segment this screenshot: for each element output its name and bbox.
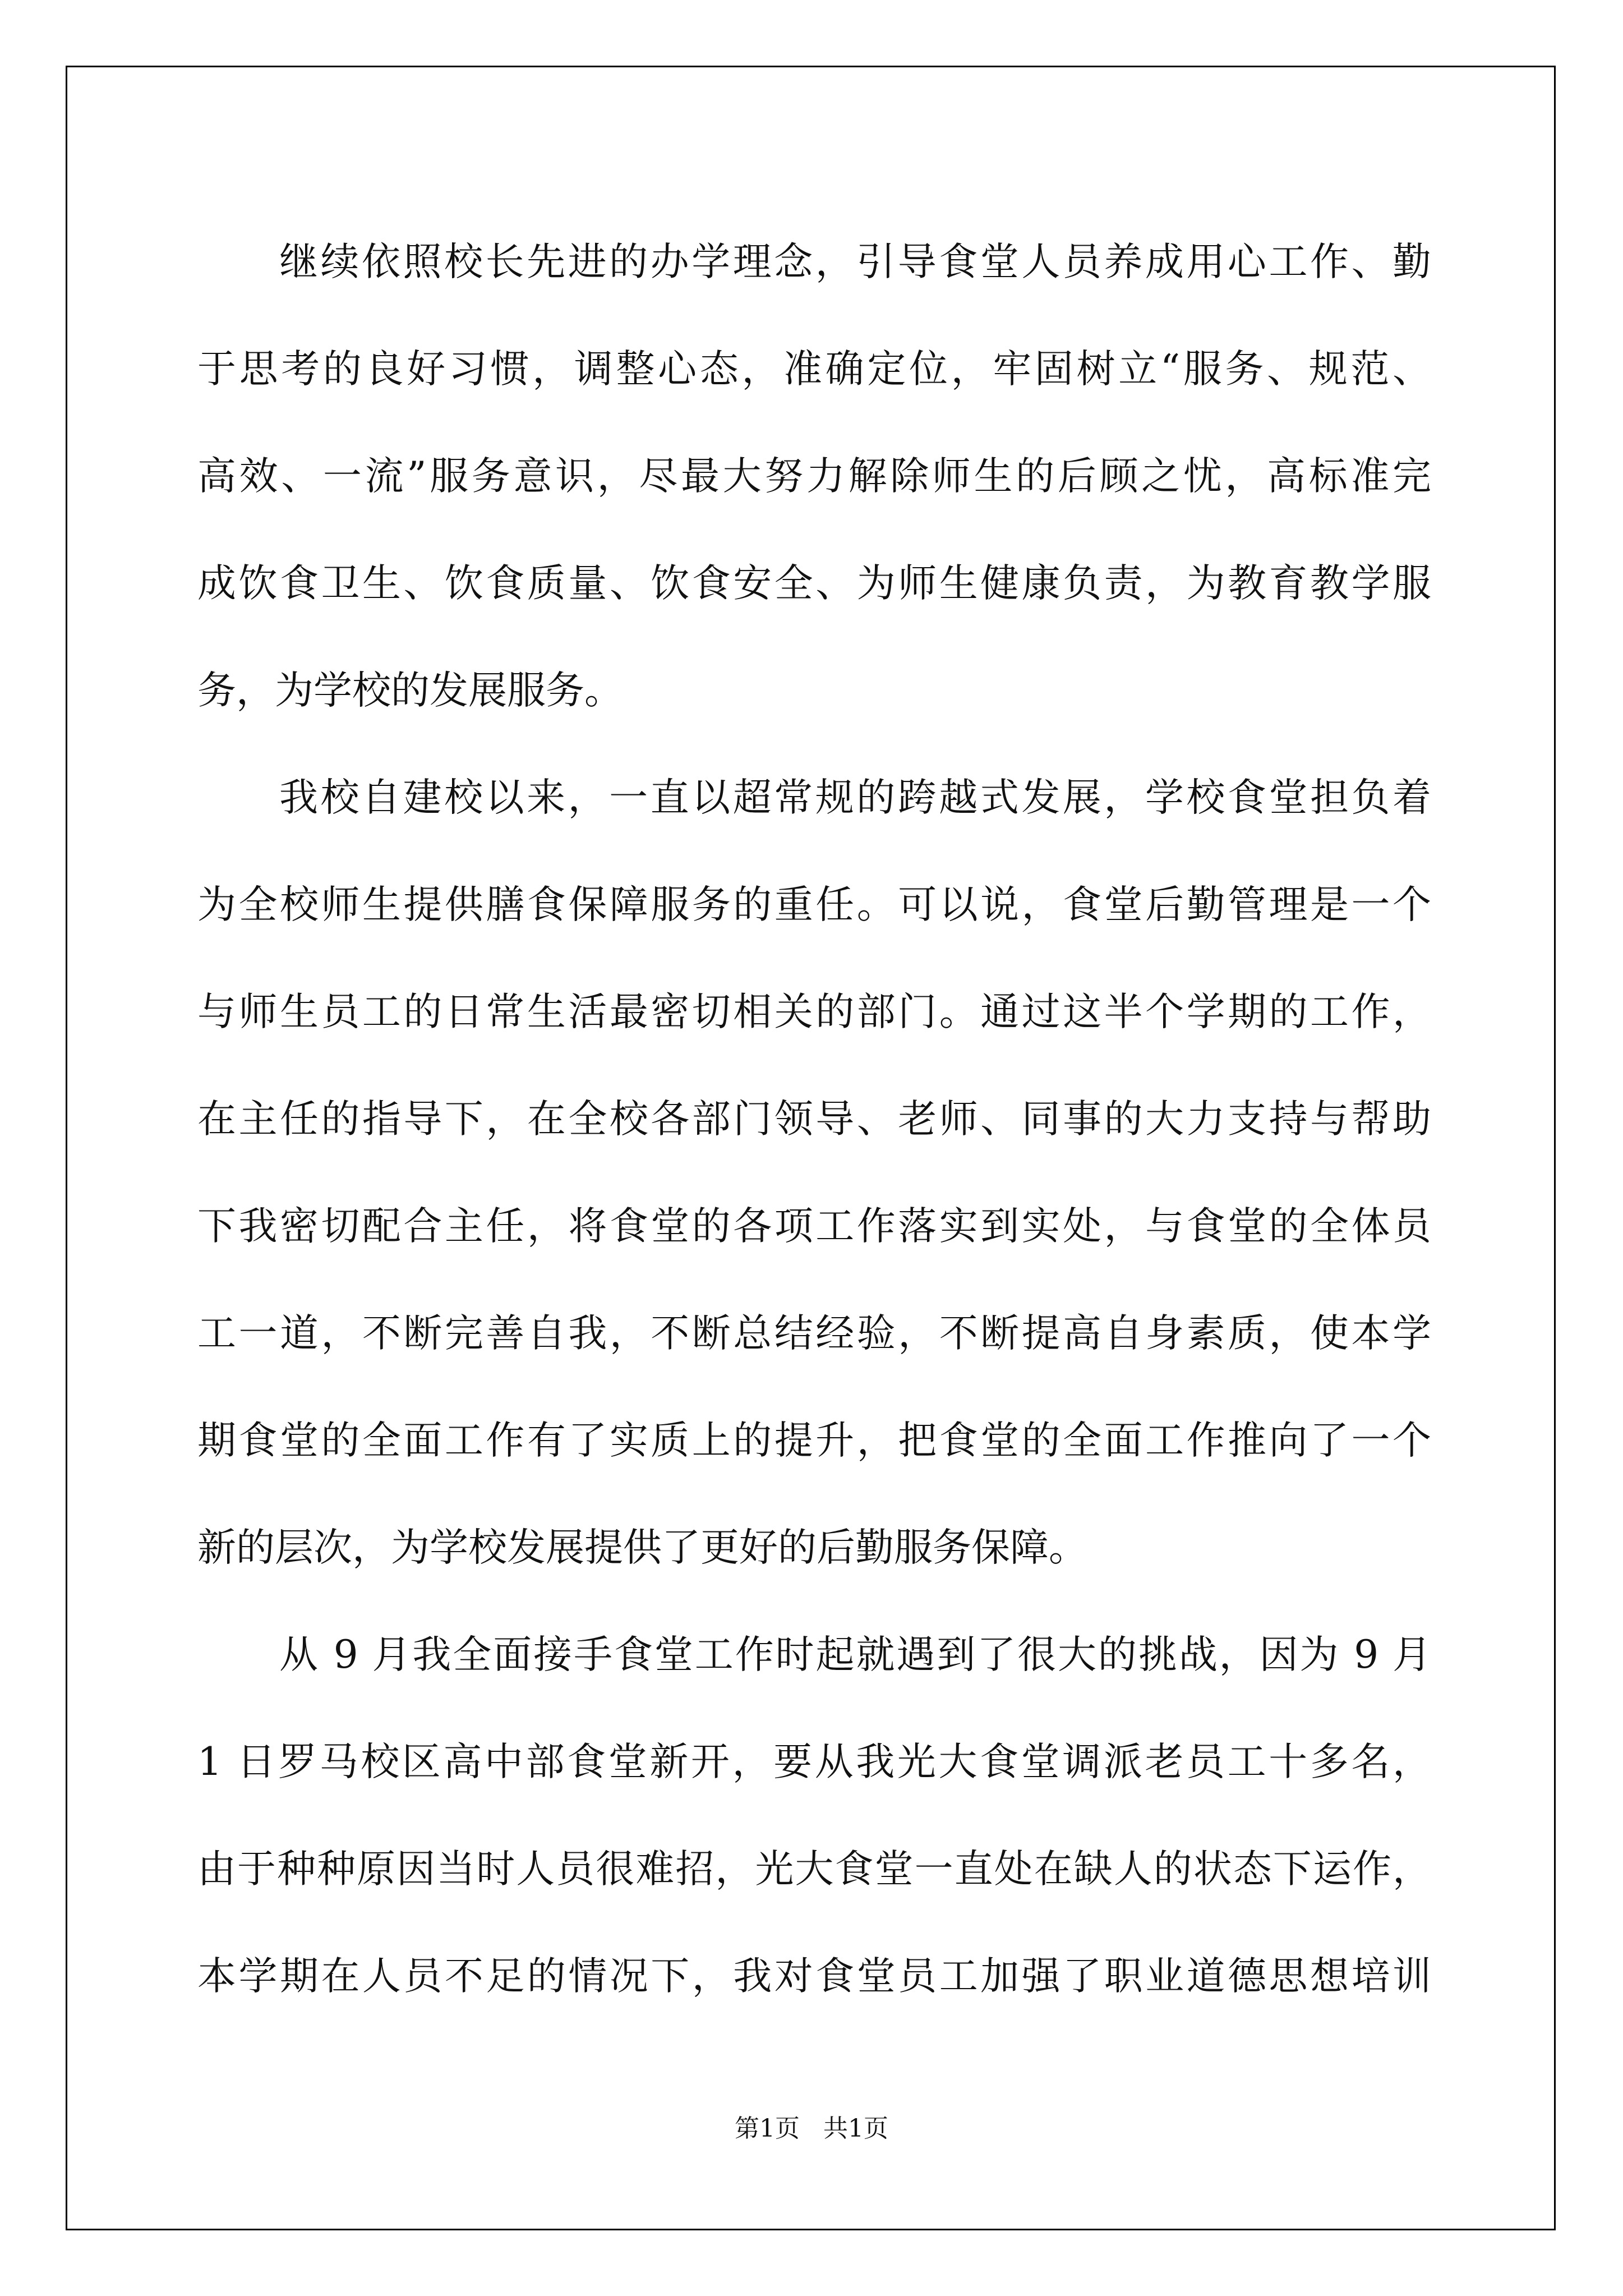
paragraph-2-line-4: 在主任的指导下，在全校各部门领导、老师、同事的大力支持与帮助 [197, 1097, 1431, 1142]
page-number-footer: 第1页 共1页 [735, 2114, 888, 2143]
paragraph-3-line-1: 从 9 月我全面接手食堂工作时起就遇到了很大的挑战，因为 9 月 [279, 1632, 1431, 1677]
paragraph-3-line-3: 由于种种原因当时人员很难招，光大食堂一直处在缺人的状态下运作， [197, 1847, 1431, 1892]
paragraph-2-line-7: 期食堂的全面工作有了实质上的提升，把食堂的全面工作推向了一个 [197, 1418, 1431, 1463]
paragraph-1-line-2: 于思考的良好习惯，调整心态，准确定位，牢固树立“服务、规范、 [197, 347, 1431, 392]
paragraph-2-line-1: 我校自建校以来，一直以超常规的跨越式发展，学校食堂担负着 [279, 775, 1431, 820]
paragraph-1-line-5: 务，为学校的发展服务。 [197, 668, 623, 713]
paragraph-2-line-6: 工一道，不断完善自我，不断总结经验，不断提高自身素质，使本学 [197, 1311, 1431, 1356]
paragraph-2-line-8: 新的层次，为学校发展提供了更好的后勤服务保障。 [197, 1525, 1087, 1570]
paragraph-1-line-1: 继续依照校长先进的办学理念，引导食堂人员养成用心工作、勤 [279, 240, 1431, 284]
paragraph-2-line-3: 与师生员工的日常生活最密切相关的部门。通过这半个学期的工作， [197, 990, 1431, 1034]
paragraph-2-line-5: 下我密切配合主任，将食堂的各项工作落实到实处，与食堂的全体员 [197, 1204, 1431, 1249]
paragraph-1-line-3: 高效、一流”服务意识，尽最大努力解除师生的后顾之忧，高标准完 [197, 454, 1431, 499]
document-body [197, 209, 1431, 2030]
paragraph-3-line-2: 1 日罗马校区高中部食堂新开，要从我光大食堂调派老员工十多名， [197, 1740, 1431, 1784]
paragraph-1-line-4: 成饮食卫生、饮食质量、饮食安全、为师生健康负责，为教育教学服 [197, 561, 1431, 606]
paragraph-2-line-2: 为全校师生提供膳食保障服务的重任。可以说，食堂后勤管理是一个 [197, 882, 1431, 927]
paragraph-3-line-4: 本学期在人员不足的情况下，我对食堂员工加强了职业道德思想培训 [197, 1954, 1431, 1999]
